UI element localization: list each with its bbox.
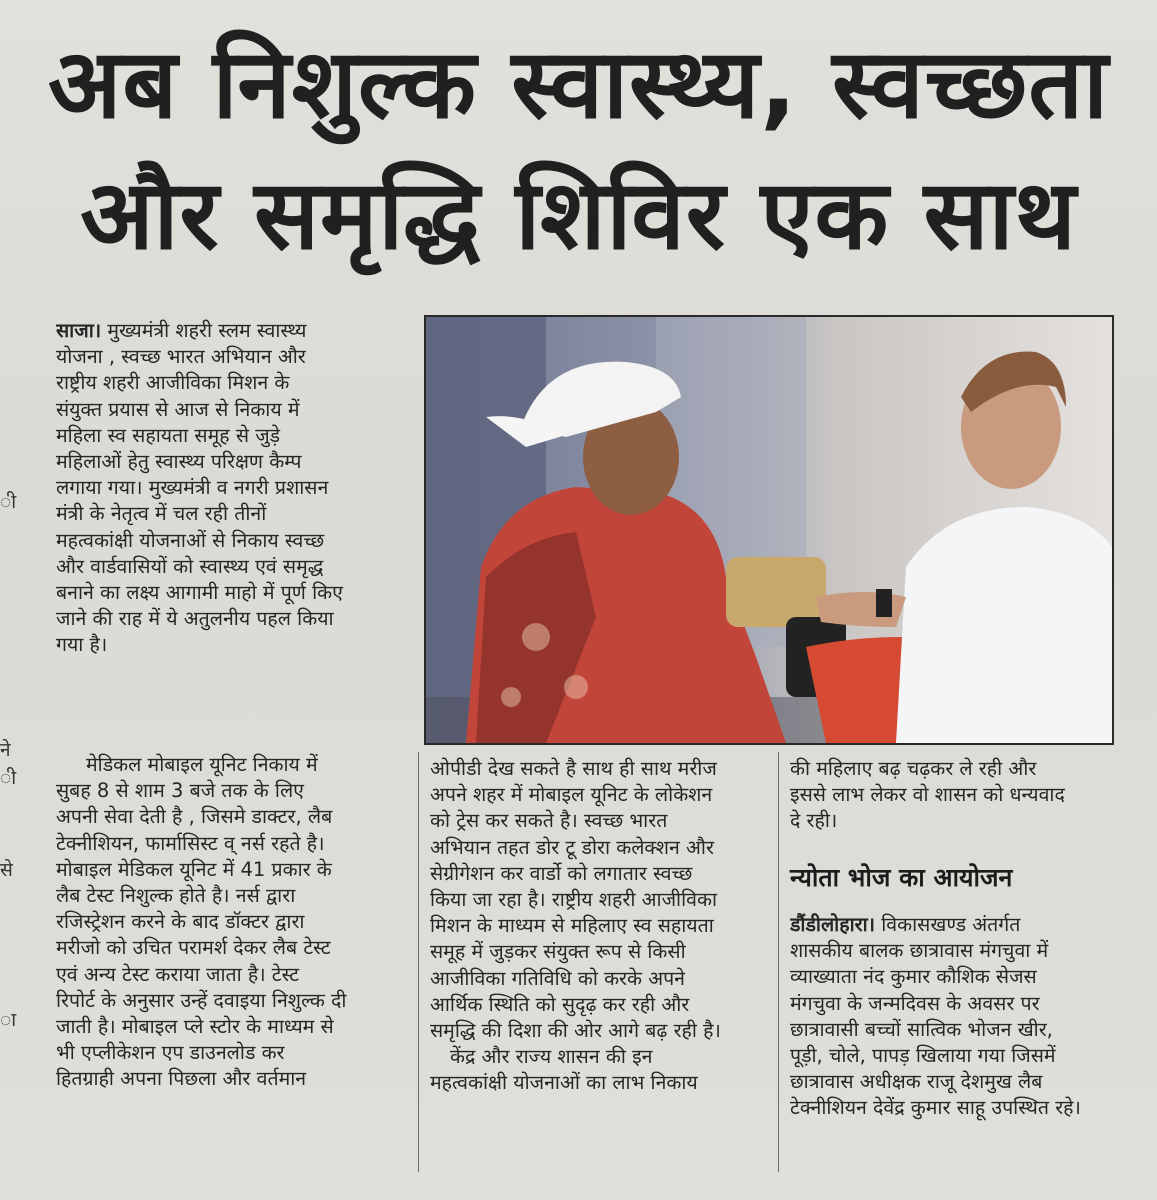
article-column-middle [430,756,770,1097]
text-line: अभियान तहत डोर टू डोरा कलेक्शन और [430,835,714,859]
text-line: मिशन के माध्यम से महिलाए स्व सहायता [430,914,714,938]
article-column-left-bottom [56,752,398,1093]
text-line: मेडिकल मोबाइल यूनिट निकाय में [86,753,318,776]
text-line: हितग्राही अपना पिछला और वर्तमान [56,1067,307,1091]
text-line: लैब टेस्ट निशुल्क होते है। नर्स द्वारा [56,884,296,908]
edge-fragment: ने [0,739,11,761]
dateline: डौंडीलोहारा। [790,913,876,936]
headline-line-2: और समृद्धि शिविर एक साथ [80,159,1077,271]
headline-line-1: अब निशुल्क स्वास्थ्य, स्वच्छता [47,28,1109,140]
text-line: छात्रावासी बच्चों सात्विक भोजन खीर, [790,1017,1053,1041]
text-line: डौंडीलोहारा। विकासखण्ड अंतर्गत [790,913,1021,936]
text-line: व्याख्याता नंद कुमार कौशिक सेजस [790,965,1037,989]
text-line: दे रही। [790,809,838,833]
text-line: मरीजो को उचित परामर्श देकर लैब टेस्ट [56,936,331,960]
text-line: संयुक्त प्रयास से आज से निकाय में [56,397,300,421]
edge-fragment: से [0,859,13,881]
text-line: लगाया गया। मुख्यमंत्री व नगरी प्रशासन [56,476,329,500]
text-line: महत्वकांक्षी योजनाओं का लाभ निकाय [430,1071,698,1095]
text-line: मंत्री के नेतृत्व में चल रही तीनों [56,502,267,526]
text-line: महिला स्व सहायता समूह से जुड़े [56,423,281,447]
text-line: आजीविका गतिविधि को करके अपने [430,966,685,990]
text-line: की महिलाए बढ़ चढ़कर ले रही और [790,757,1037,780]
text-line: भी एप्लीकेशन एप डाउनलोड कर [56,1041,285,1065]
photo-illustration [426,317,1112,743]
text-line: समूह में जुड़कर संयुक्त रूप से किसी [430,940,686,964]
article-photo [424,315,1114,745]
text-line: अपने शहर में मोबाइल यूनिट के लोकेशन [430,783,713,807]
text-line: बनाने का लक्ष्य आगामी माहो में पूर्ण किए [56,581,343,605]
text-line: योजना , स्वच्छ भारत अभियान और [56,345,306,369]
text-line: मोबाइल मेडिकल यूनिट में 41 प्रकार के [56,857,332,881]
text-line: किया जा रहा है। राष्ट्रीय शहरी आजीविका [430,888,718,912]
text-line: रिपोर्ट के अनुसार उन्हें दवाइया निशुल्क दी [56,988,347,1012]
edge-fragment: ी [0,767,17,789]
text-line: जाने की राह में ये अतुलनीय पहल किया [56,607,334,631]
column-rule [418,752,419,1172]
text-line: जाती है। मोबाइल प्ले स्टोर के माध्यम से [56,1015,334,1039]
text-line: पूड़ी, चोले, पापड़ खिलाया गया जिसमें [790,1044,1056,1068]
text-line: एवं अन्य टेस्ट कराया जाता है। टेस्ट [56,962,300,986]
text-line: इससे लाभ लेकर वो शासन को धन्यवाद [790,783,1065,807]
article-column-right-body [790,912,1125,1122]
text-line: समृद्धि की दिशा की ओर आगे बढ़ रही है। [430,1019,721,1043]
text-line: राष्ट्रीय शहरी आजीविका मिशन के [56,371,290,395]
dateline: साजा। [56,319,102,342]
text-line: महत्वकांक्षी योजनाओं से निकाय स्वच्छ [56,528,325,552]
text-line: और वार्डवासियों को स्वास्थ्य एवं समृद्ध [56,554,324,578]
article-column-right [790,756,1120,835]
text-line: केंद्र और राज्य शासन की इन [450,1045,653,1069]
text-line: मंगचुवा के जन्मदिवस के अवसर पर [790,991,1040,1015]
section-subheading: न्योता भोज का आयोजन [790,863,1013,892]
text-line: टेक्नीशियन देवेंद्र कुमार साहू उपस्थित रहे। [790,1096,1081,1120]
text-line: साजा। मुख्यमंत्री शहरी स्लम स्वास्थ्य [56,319,307,342]
text-line: ओपीडी देख सकते है साथ ही साथ मरीज [430,757,717,780]
text-line: आर्थिक स्थिति को सुदृढ़ कर रही और [430,992,690,1016]
article-column-left-top [56,318,398,659]
text-line: गया है। [56,633,108,657]
text-line: महिलाओं हेतु स्वास्थ्य परिक्षण कैम्प [56,450,302,474]
text-line: छात्रावास अधीक्षक राजू देशमुख लैब [790,1070,1043,1094]
text-line: को ट्रेस कर सकते है। स्वच्छ भारत [430,809,668,833]
text-line: अपनी सेवा देती है , जिसमे डाक्टर, लैब [56,805,333,829]
text-line: रजिस्ट्रेशन करने के बाद डॉक्टर द्वारा [56,910,305,934]
text-line: टेक्नीशियन, फार्मासिस्ट व् नर्स रहते है। [56,831,325,855]
edge-fragment: ा [0,1009,17,1031]
text-line: सुबह 8 से शाम 3 बजे तक के लिए [56,779,304,803]
text-line: सेग्रीगेशन कर वार्डो को लगातार स्वच्छ [430,861,693,885]
column-rule [778,752,779,1172]
text-line: शासकीय बालक छात्रावास मंगचुवा में [790,939,1049,963]
edge-fragment: ी [0,491,17,513]
